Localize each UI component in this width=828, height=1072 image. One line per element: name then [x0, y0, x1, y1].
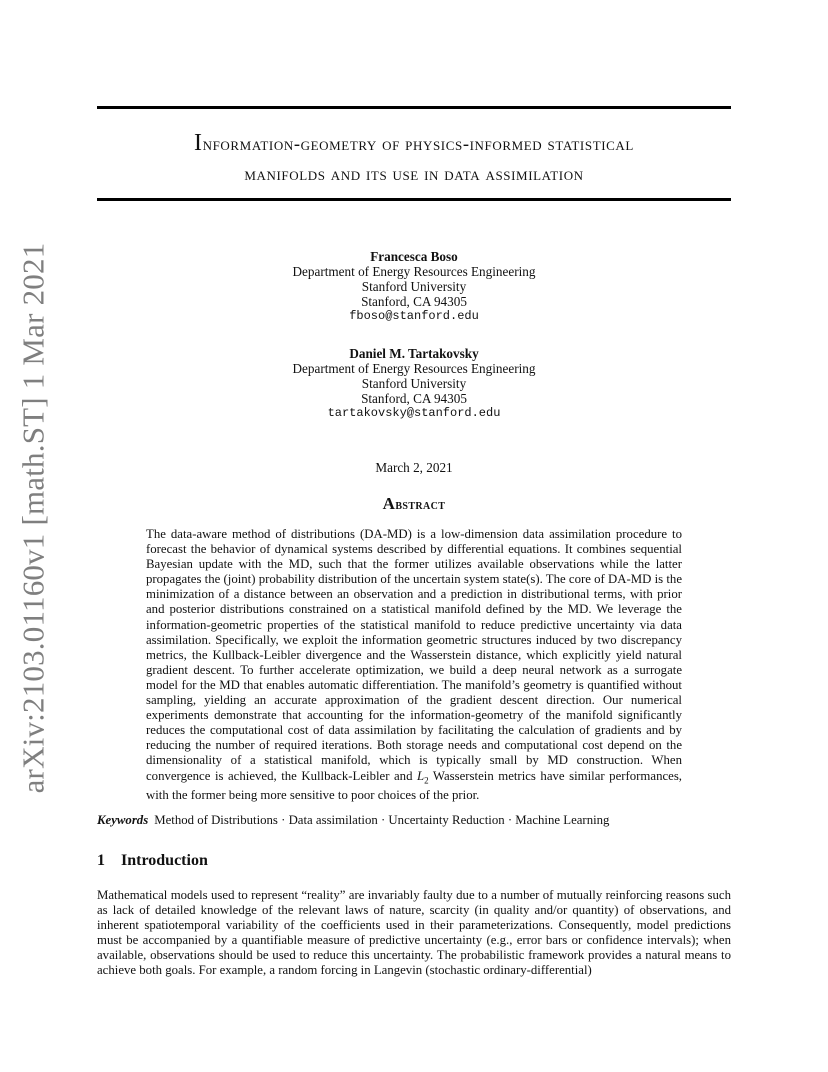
math-subscript: 2: [424, 775, 429, 786]
author-block-1: [200, 249, 628, 324]
abstract-text-tail: Wasserstein metrics have similar performances, with the former being more sensitive to poor choices of the prior.: [146, 768, 683, 803]
keywords-text: Method of Distributions · Data assimilation · Uncertainty Reduction · Machine Learning: [154, 813, 610, 827]
publication-date: March 2, 2021: [375, 460, 453, 475]
title-line-2: manifolds and its use in data assimilation: [244, 165, 584, 185]
section-heading: [97, 852, 208, 870]
author-department: Department of Energy Resources Engineering: [292, 361, 536, 376]
abstract-heading: [200, 494, 628, 514]
arxiv-side-stamp: [2, 242, 64, 794]
author-university: Stanford University: [361, 279, 467, 294]
author-location: Stanford, CA 94305: [361, 294, 467, 309]
author-name: Francesca Boso: [370, 249, 458, 264]
author-block-2: [200, 346, 628, 421]
math-symbol-l: L: [417, 768, 425, 783]
arxiv-identifier: arXiv:2103.01160v1 [math.ST] 1 Mar 2021: [15, 242, 50, 794]
keywords-line: [97, 813, 731, 828]
section-title: Introduction: [121, 852, 208, 869]
abstract-text: The data-aware method of distributions (DA-MD) is a low-dimension data assimilation procedure to forecast the behavior of dynamical systems described by differential equations. It combines sequential Bayesian update with the MD, such that the former utilizes available observations while the latter propagates the (joint) probability distribution of the uncertain system state(s). The core of DA-MD is the minimization of a distance between an observation and a prediction in distributional terms, with prior and posterior distributions constrained on a statistical manifold defined by the MD. We leverage the information-geometric properties of the statistical manifold to reduce predictive uncertainty via data assimilation. Specifically, we exploit the information geometric structures induced by two discrepancy metrics, the Kullback-Leibler divergence and the Wasserstein distance, which explicitly yield natural gradient descent. To further accelerate optimization, we build a deep neural network as a surrogate model for the MD that enables automatic differentiation. The manifold’s geometry is quantified without sampling, yielding an accurate approximation of the gradient descent direction. Our numerical experiments demonstrate that accounting for the information-geometry of the manifold significantly reduces the computational cost of data assimilation by facilitating the calculation of gradients and by reducing the number of required iterations. Both storage needs and computational cost depend on the dimensionality of a statistical manifold, which is typically small by MD construction. When convergence is achieved, the Kullback-Leibler and: [146, 527, 682, 783]
abstract-heading-text: bstract: [395, 498, 446, 513]
paper-title: [97, 128, 731, 190]
intro-paragraph: Mathematical models used to represent “reality” are invariably faulty due to a number of mutually reinforcing reasons such as lack of detailed knowledge of the relevant laws of nature, scarcity (in quality and/or quantity) of observations, and inherent spatiotemporal variability of the coefficients used in their parameterizations. Consequently, model predictions must be accompanied by a quantifiable measure of predictive uncertainty (e.g., error bars or confidence intervals); when available, observations should be used to reduce this uncertainty. The probabilistic framework provides a natural means to achieve both goals. For example, a random forcing in Langevin (stochastic ordinary-differential): [97, 888, 731, 978]
author-email[interactable]: fboso@stanford.edu: [349, 309, 479, 323]
title-initial: I: [194, 130, 203, 156]
author-name: Daniel M. Tartakovsky: [349, 346, 479, 361]
author-department: Department of Energy Resources Engineering: [292, 264, 536, 279]
title-rule-top: [97, 106, 731, 109]
title-line-1-text: nformation-geometry of physics-informed statistical: [202, 135, 634, 155]
abstract-heading-initial: A: [382, 494, 396, 513]
title-rule-bottom: [97, 198, 731, 201]
author-location: Stanford, CA 94305: [361, 391, 467, 406]
section-number: 1: [97, 852, 105, 869]
keywords-label: Keywords: [97, 813, 149, 827]
author-email[interactable]: tartakovsky@stanford.edu: [327, 406, 501, 420]
abstract-body: [146, 527, 682, 803]
title-line-1: [97, 128, 731, 160]
author-university: Stanford University: [361, 376, 467, 391]
